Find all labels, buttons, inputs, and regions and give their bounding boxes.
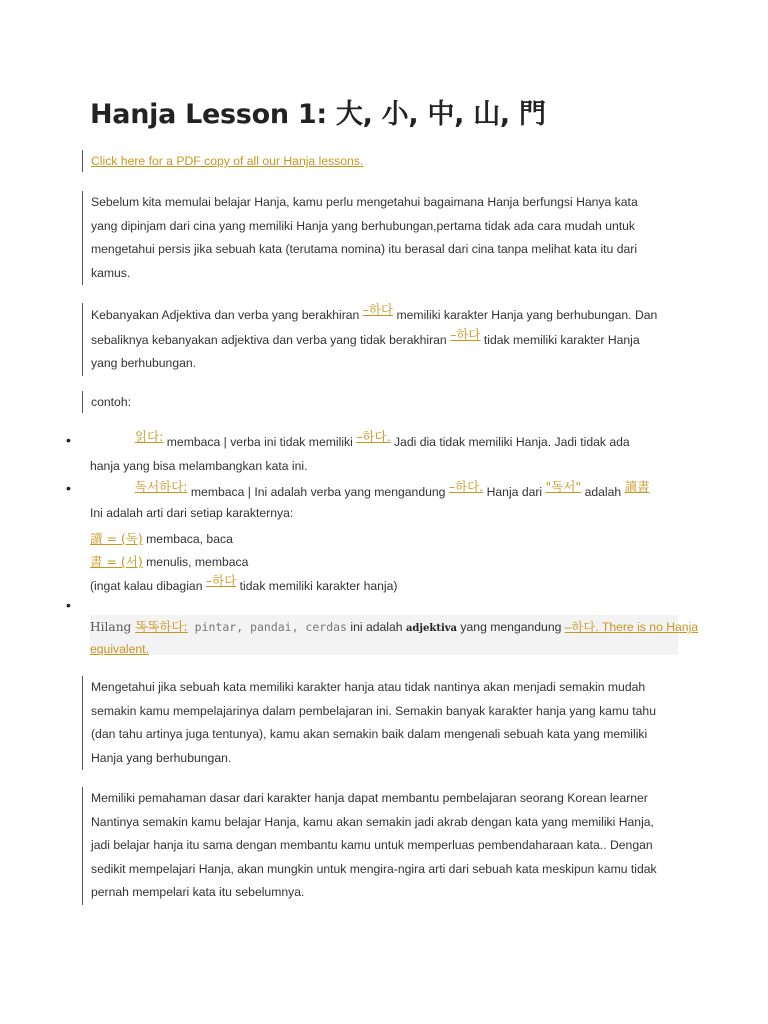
paragraph-line bbox=[91, 303, 691, 328]
term: adjektiva bbox=[405, 623, 458, 634]
hanja-meaning bbox=[90, 529, 233, 547]
list-item bbox=[135, 479, 650, 500]
korean-word[interactable]: 똑똑하다: bbox=[135, 619, 188, 634]
hada-suffix[interactable]: –하다 bbox=[205, 573, 237, 588]
paragraph-line: semakin kamu mempelajarinya dalam pembelajaran ini. Semakin banyak karakter hanja yang kamu tahu bbox=[91, 703, 656, 718]
korean-word[interactable]: "독서" bbox=[545, 479, 582, 494]
hada-suffix[interactable]: –하다 bbox=[362, 302, 394, 317]
bullet-marker: • bbox=[66, 597, 71, 613]
paragraph-line: Memiliki pemahaman dasar dari karakter hanja dapat membantu pembelajaran seorang Korean learner bbox=[91, 791, 648, 805]
text: (ingat kalau dibagian bbox=[90, 579, 206, 593]
paragraph-line: yang dipinjam dari cina yang memiliki Hanja yang berhubungan,pertama tidak ada cara mudah untuk bbox=[91, 218, 636, 233]
paragraph-line: jadi belajar hanja itu sama dengan membantu kamu untuk memperluas pembendaharaan kata.. Dengan bbox=[91, 838, 653, 852]
pdf-link[interactable]: Click here for a PDF copy of all our Hanja lessons. bbox=[91, 154, 364, 168]
text: memiliki karakter Hanja yang berhubungan. Dan bbox=[393, 308, 658, 322]
highlighted-example bbox=[90, 615, 699, 656]
text: tidak memiliki karakter Hanja bbox=[480, 332, 640, 347]
paragraph-line: Nantinya semakin kamu belajar Hanja, kamu akan semakin jadi akrab dengan kata yang memiliki Hanja, bbox=[91, 814, 654, 829]
hanja-word[interactable]: 讀書 bbox=[624, 479, 650, 494]
page-title: Hanja Lesson 1: 大, 小, 中, 山, 門 bbox=[90, 99, 546, 130]
hanja-meaning bbox=[90, 552, 248, 570]
text: Hanja dari bbox=[483, 485, 546, 499]
text: Jadi dia tidak memiliki Hanja. Jadi tidak ada bbox=[390, 435, 630, 449]
hada-note[interactable]: –하다. There is no Hanja bbox=[564, 620, 699, 634]
benefit-paragraph bbox=[82, 787, 691, 905]
hada-note[interactable]: equivalent. bbox=[90, 642, 149, 656]
text: membaca | verba ini tidak memiliki bbox=[163, 435, 357, 449]
list-item-continuation: Ini adalah arti dari setiap karakternya: bbox=[90, 506, 294, 520]
hada-suffix[interactable]: –하다. bbox=[356, 429, 391, 444]
text: adalah bbox=[581, 485, 625, 499]
hanja-char[interactable]: 書 = (서) bbox=[90, 554, 143, 569]
text: membaca | Ini adalah verba yang mengandung bbox=[187, 485, 449, 499]
text: menulis, membaca bbox=[142, 555, 249, 569]
list-item-continuation: hanja yang bisa melambangkan kata ini. bbox=[90, 459, 308, 473]
example-line bbox=[90, 615, 699, 639]
text: Hilang bbox=[90, 620, 136, 634]
korean-word[interactable]: 독서하다: bbox=[135, 479, 188, 494]
paragraph-line: Mengetahui jika sebuah kata memiliki karakter hanja atau tidak nantinya akan menjadi semakin mudah bbox=[91, 680, 646, 694]
paragraph-line: Sebelum kita memulai belajar Hanja, kamu perlu mengetahui bagaimana Hanja berfungsi Hanya kata bbox=[91, 195, 638, 209]
paragraph-line: sedikit mempelajari Hanja, akan mungkin untuk mengira-ngira arti dari sebuah kata meskipun kamu tidak bbox=[91, 861, 657, 876]
paragraph-line: mengetahui persis jika sebuah kata (terutama nomina) itu berasal dari cina tanpa melihat kata itu dari bbox=[91, 242, 638, 256]
hada-suffix[interactable]: –하다. bbox=[448, 479, 484, 494]
definition: pintar, pandai, cerdas bbox=[187, 620, 347, 634]
paragraph-line: pernah mempelari kata itu sebelumnya. bbox=[91, 885, 305, 899]
paragraph-line: kamus. bbox=[91, 265, 131, 280]
hanja-char[interactable]: 讀 = (독) bbox=[90, 531, 143, 546]
example-label: contoh: bbox=[91, 395, 131, 409]
korean-word[interactable]: 읽다: bbox=[135, 429, 164, 444]
note-line bbox=[90, 573, 398, 594]
hada-suffix[interactable]: –하다 bbox=[450, 326, 481, 342]
bullet-marker: • bbox=[66, 432, 71, 448]
text: tidak memiliki karakter hanja) bbox=[236, 579, 398, 593]
bullet-marker: • bbox=[66, 480, 71, 496]
example-line bbox=[90, 639, 678, 659]
learning-paragraph bbox=[82, 676, 691, 770]
adjective-paragraph bbox=[82, 303, 691, 376]
list-item bbox=[135, 429, 630, 450]
text: yang mengandung bbox=[457, 620, 565, 634]
pdf-link-block bbox=[82, 150, 691, 172]
intro-paragraph bbox=[82, 191, 691, 285]
text: sebaliknya kebanyakan adjektiva dan verba yang tidak berakhiran bbox=[91, 332, 451, 347]
text: ini adalah bbox=[346, 620, 406, 634]
text: Kebanyakan Adjektiva dan verba yang berakhiran bbox=[91, 308, 363, 322]
paragraph-line: yang berhubungan. bbox=[91, 356, 197, 370]
paragraph-line: (dan tahu artinya juga tentunya), kamu akan semakin baik dalam mengenali sebuah kata yang memiliki bbox=[91, 727, 648, 741]
paragraph-line bbox=[91, 328, 691, 353]
example-label-block bbox=[82, 391, 691, 413]
text: membaca, baca bbox=[142, 532, 233, 546]
paragraph-line: Hanja yang berhubungan. bbox=[91, 750, 232, 765]
